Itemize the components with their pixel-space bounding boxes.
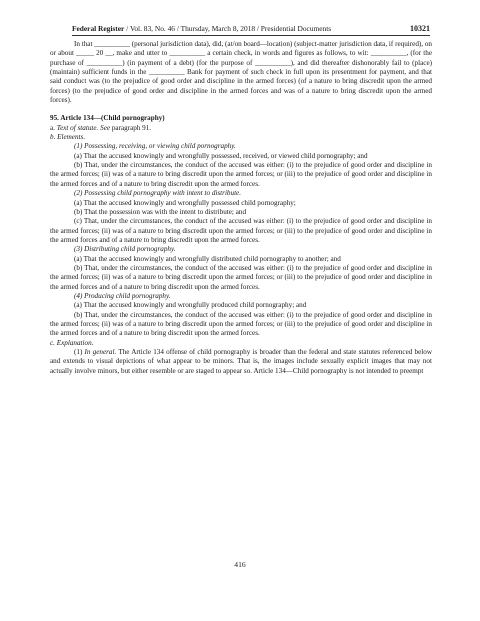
intent-heading: (2) Possessing child pornography with intent to distribute. — [74, 189, 242, 198]
possessing-element-a: (a) That the accused knowingly and wrongfully possessed, received, or viewed child pornography; and — [74, 151, 368, 160]
distributing-element-b: (b) That, under the circumstances, the conduct of the accused was either: (i) to the prejudice of good order and discipline in the armed forces; (ii) was of a nature to bring discredit upon the armed forces; or (iii) to the prejudice of good order and discipline in the armed forces and of a nature to bring discredit upon the armed forces. — [50, 263, 432, 291]
intent-element-c: (c) That, under the circumstances, the conduct of the accused was either: (i) to the prejudice of good order and discipline in the armed forces; (ii) was of a nature to bring discredit upon the armed forces; or (iii) to the prejudice of good order and discipline in the armed forces and of a nature to bring discredit upon the armed forces. — [50, 217, 432, 244]
document-body — [50, 40, 432, 376]
possessing-element-b: (b) That, under the circumstances, the conduct of the accused was either: (i) to the prejudice of good order and discipline in the armed forces; (ii) was of a nature to bring discredit upon the armed forces; or (iii) to the prejudice of good order and discipline in the armed forces and of a nature to bring discredit upon the armed forces. — [50, 161, 432, 188]
intent-element-a: (a) That the accused knowingly and wrongfully possessed child pornography; — [74, 198, 296, 207]
distributing-element-a: (a) That the accused knowingly and wrongfully distributed child pornography to another; and — [74, 254, 341, 263]
header-citation — [72, 24, 331, 33]
header-issue: / Vol. 83, No. 46 / Thursday, March 8, 2018 / Presidential Documents — [124, 24, 332, 33]
possessing-heading: (1) Possessing, receiving, or viewing child pornography. — [74, 142, 236, 151]
header-page-number: 10321 — [410, 24, 430, 33]
producing-heading: (4) Producing child pornography. — [74, 291, 171, 300]
distributing-heading: (3) Distributing child pornography. — [74, 245, 176, 254]
producing-element-a: (a) That the accused knowingly and wrongfully produced child pornography; and — [74, 301, 307, 310]
text-of-statute: a. Text of statute. See paragraph 91. — [50, 123, 152, 132]
section-heading: 95. Article 134—(Child pornography) — [50, 114, 165, 123]
header-title: Federal Register — [72, 24, 125, 33]
producing-element-b: (b) That, under the circumstances, the conduct of the accused was either: (i) to the prejudice of good order and discipline in the armed forces; (ii) was of a nature to bring discredit upon the armed forces; or (iii) to the prejudice of good order and discipline in the armed forces and of a nature to bring discredit upon the armed forces. — [50, 310, 432, 338]
explanation-in-general: (1) In general. The Article 134 offense of child pornography is broader than the federal and state statutes referenced below and extends to visual depictions of what appear to be minors. That is, the images include sexually explicit images that may not actually involve minors, but either resemble or are staged to appear so. Article 134—Child pornography is not intended to preempt — [50, 348, 432, 375]
page-footer-number: 416 — [234, 560, 246, 569]
elements-heading: b. Elements. — [50, 133, 86, 142]
intent-element-b: (b) That the possession was with the intent to distribute; and — [74, 207, 247, 216]
intro-paragraph: In that __________ (personal jurisdiction data), did, (at/on board—location) (subject-matter jurisdiction data, if required), on or about _____ 20 __, make and utter to __________ a certain check, in words and figures as follows, to wit: __________, (for the purchase of __________) (in payment of a debt) (for the purpose of __________), and did thereafter dishonorably fail to (place) (maintain) sufficient funds in the __________ Bank for payment of such check in full upon its presentment for payment, and that said conduct was (to the prejudice of good order and discipline in the armed forces) (of a nature to bring discredit upon the armed forces) (to the prejudice of good order and discipline in the armed forces and was of a nature to bring discredit upon the armed forces). — [50, 40, 432, 105]
explanation-heading: c. Explanation. — [50, 338, 94, 347]
running-header — [72, 24, 430, 36]
